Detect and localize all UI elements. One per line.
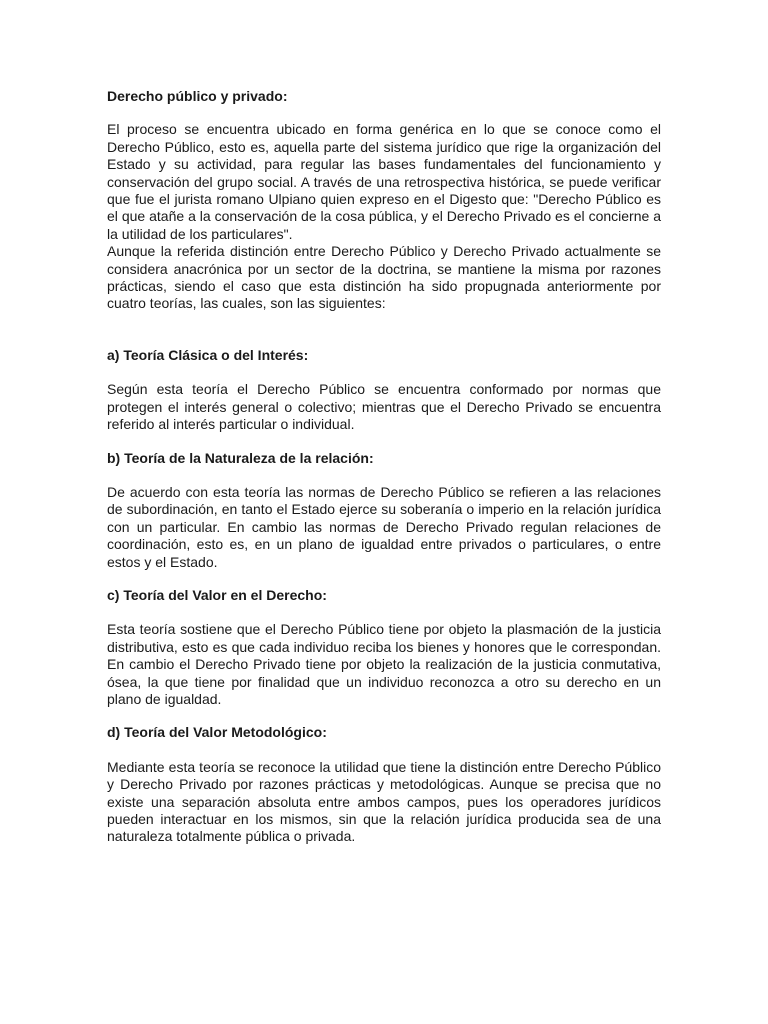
section-paragraph: Mediante esta teoría se reconoce la utilidad que tiene la distinción entre Derecho Público y Derecho Privado por razones prácticas y metodológicas. Aunque se precisa que no existe una separación absoluta entre ambos campos, pues los operadores jurídicos pueden interactuar en los mismos, sin que la relación jurídica producida sea de una naturaleza totalmente pública o privada. <box>107 758 661 845</box>
section-paragraph: De acuerdo con esta teoría las normas de Derecho Público se refieren a las relaciones de subordinación, en tanto el Estado ejerce su soberanía o imperio en la relación jurídica con un particular. En cambio las normas de Derecho Privado regulan relaciones de coordinación, esto es, en un plano de igualdad entre privados o particulares, o entre estos y el Estado. <box>107 483 661 570</box>
section-heading: a) Teoría Clásica o del Interés: <box>107 346 309 363</box>
section-paragraph: Esta teoría sostiene que el Derecho Público tiene por objeto la plasmación de la justicia distributiva, esto es que cada individuo reciba los bienes y honores que le correspondan. En cambio el Derecho Privado tiene por objeto la realización de la justicia conmutativa, ósea, la que tiene por finalidad que un individuo reconozca a otro su derecho en un plano de igualdad. <box>107 621 661 707</box>
section-heading: b) Teoría de la Naturaleza de la relación: <box>107 449 374 466</box>
intro-paragraph: Aunque la referida distinción entre Derecho Público y Derecho Privado actualmente se considera anacrónica por un sector de la doctrina, se mantiene la misma por razones prácticas, siendo el caso que esta distinción ha sido propugnada anteriormente por cuatro teorías, las cuales, son las siguientes: <box>107 243 661 312</box>
section-paragraph: Según esta teoría el Derecho Público se encuentra conformado por normas que protegen el interés general o colectivo; mientras que el Derecho Privado se encuentra referido al interés particular o individual. <box>107 381 661 433</box>
document-body <box>107 88 661 846</box>
section-heading: d) Teoría del Valor Metodológico: <box>107 724 327 741</box>
section-heading: c) Teoría del Valor en el Derecho: <box>107 586 327 603</box>
document-title: Derecho público y privado: <box>107 88 288 104</box>
intro-paragraph: El proceso se encuentra ubicado en forma genérica en lo que se conoce como el Derecho Público, esto es, aquella parte del sistema jurídico que rige la organización del Estado y su actividad, para regular las bases fundamentales del funcionamiento y conservación del grupo social. A través de una retrospectiva histórica, se puede verificar que fue el jurista romano Ulpiano quien expreso en el Digesto que: "Derecho Público es el que atañe a la conservación de la cosa pública, y el Derecho Privado es el concierne a la utilidad de los particulares". <box>107 121 661 242</box>
